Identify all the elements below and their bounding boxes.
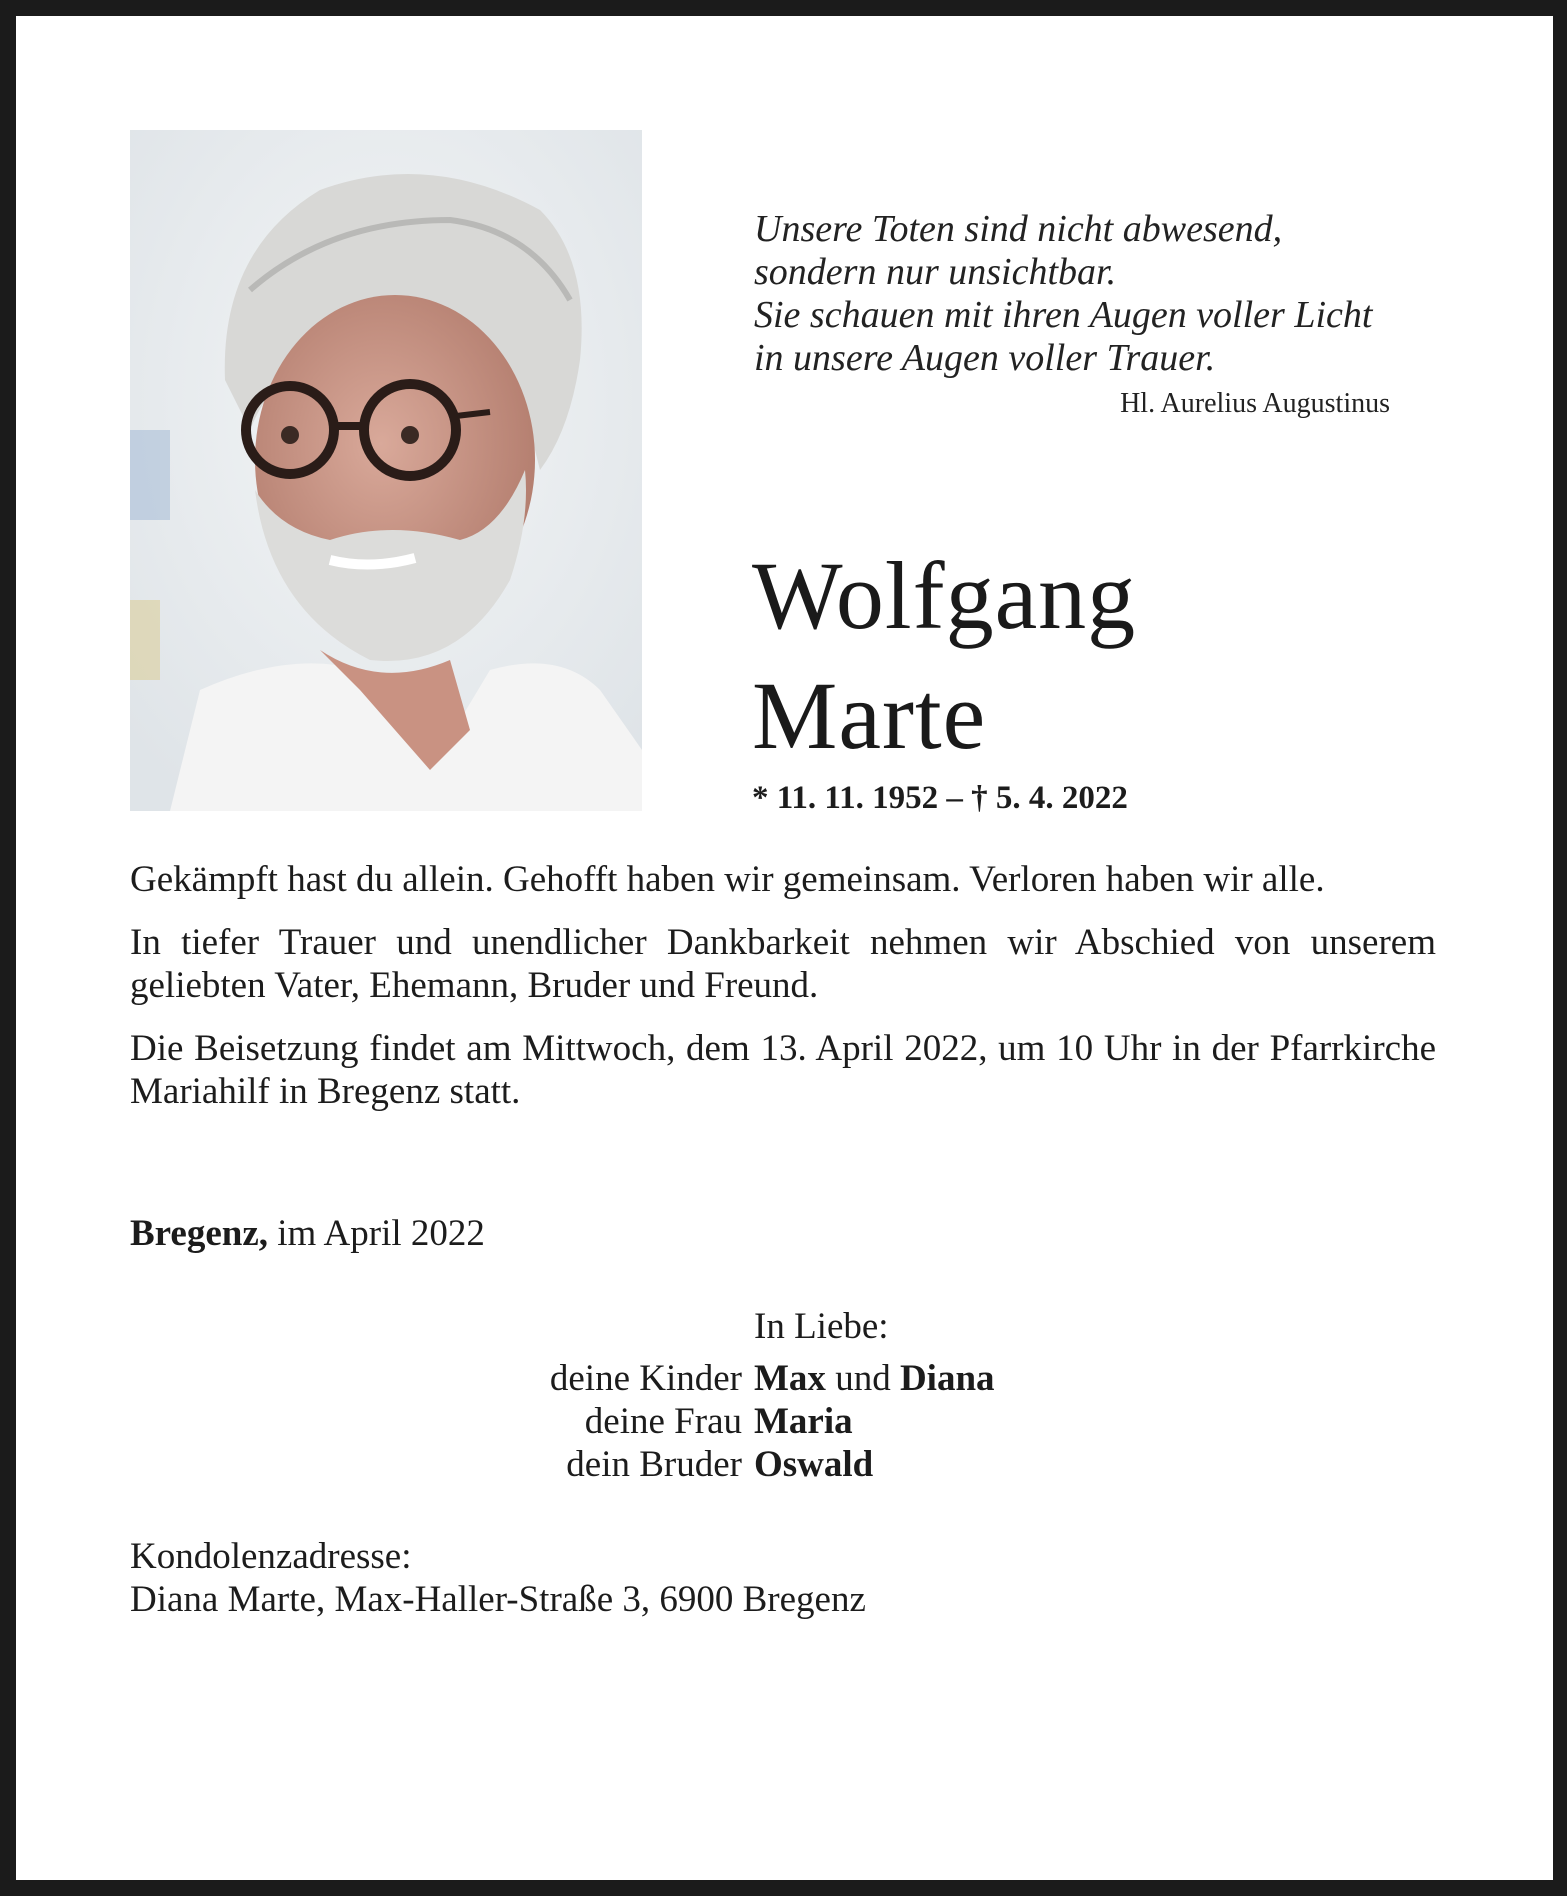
address-value: Diana Marte, Max-Haller-Straße 3, 6900 Bregenz	[130, 1579, 866, 1620]
body-paragraph: Die Beisetzung findet am Mittwoch, dem 13. April 2022, um 10 Uhr in der Pfarrkirche Mariahilf in Bregenz statt.	[130, 1028, 1436, 1112]
quote-line: Unsere Toten sind nicht abwesend,	[754, 208, 1283, 250]
family-relation: dein Bruder	[566, 1444, 742, 1485]
body-paragraph: Gekämpft hast du allein. Gehofft haben wir gemeinsam. Verloren haben wir alle.	[130, 859, 1325, 900]
family-row	[380, 1400, 1280, 1443]
family-relation: deine Frau	[584, 1401, 742, 1442]
body-paragraph: In tiefer Trauer und unendlicher Dankbarkeit nehmen wir Abschied von unserem geliebten Vater, Ehemann, Bruder und Freund.	[130, 922, 1436, 1006]
condolence-address	[130, 1535, 866, 1621]
address-label: Kondolenzadresse:	[130, 1536, 412, 1577]
family-name: Max	[754, 1358, 826, 1399]
quote-line: in unsere Augen voller Trauer.	[754, 337, 1216, 379]
obituary-body	[130, 858, 1436, 1133]
quote-line: Sie schauen mit ihren Augen voller Licht	[754, 294, 1373, 336]
family-joiner: und	[825, 1358, 900, 1399]
first-name: Wolfgang	[752, 542, 1137, 649]
place-date	[130, 1212, 485, 1255]
family-relation: deine Kinder	[549, 1358, 742, 1399]
place-city: Bregenz,	[130, 1213, 269, 1254]
portrait-photo	[130, 130, 642, 811]
life-dates: * 11. 11. 1952 – † 5. 4. 2022	[752, 780, 1128, 816]
deceased-name	[752, 536, 1452, 776]
family-name: Diana	[899, 1358, 995, 1399]
family-row	[380, 1443, 1280, 1486]
family-heading: In Liebe:	[754, 1306, 889, 1347]
quote-line: sondern nur unsichtbar.	[754, 251, 1117, 293]
quote-author: Hl. Aurelius Augustinus	[1120, 388, 1390, 419]
family-names	[754, 1357, 995, 1400]
family-list	[380, 1357, 1280, 1486]
family-names	[754, 1400, 853, 1443]
place-date-text: im April 2022	[277, 1213, 485, 1254]
family-names	[754, 1443, 873, 1486]
family-name: Oswald	[754, 1444, 874, 1485]
family-name: Maria	[754, 1401, 853, 1442]
family-row	[380, 1357, 1280, 1400]
last-name: Marte	[752, 662, 987, 769]
memorial-quote	[754, 208, 1454, 380]
